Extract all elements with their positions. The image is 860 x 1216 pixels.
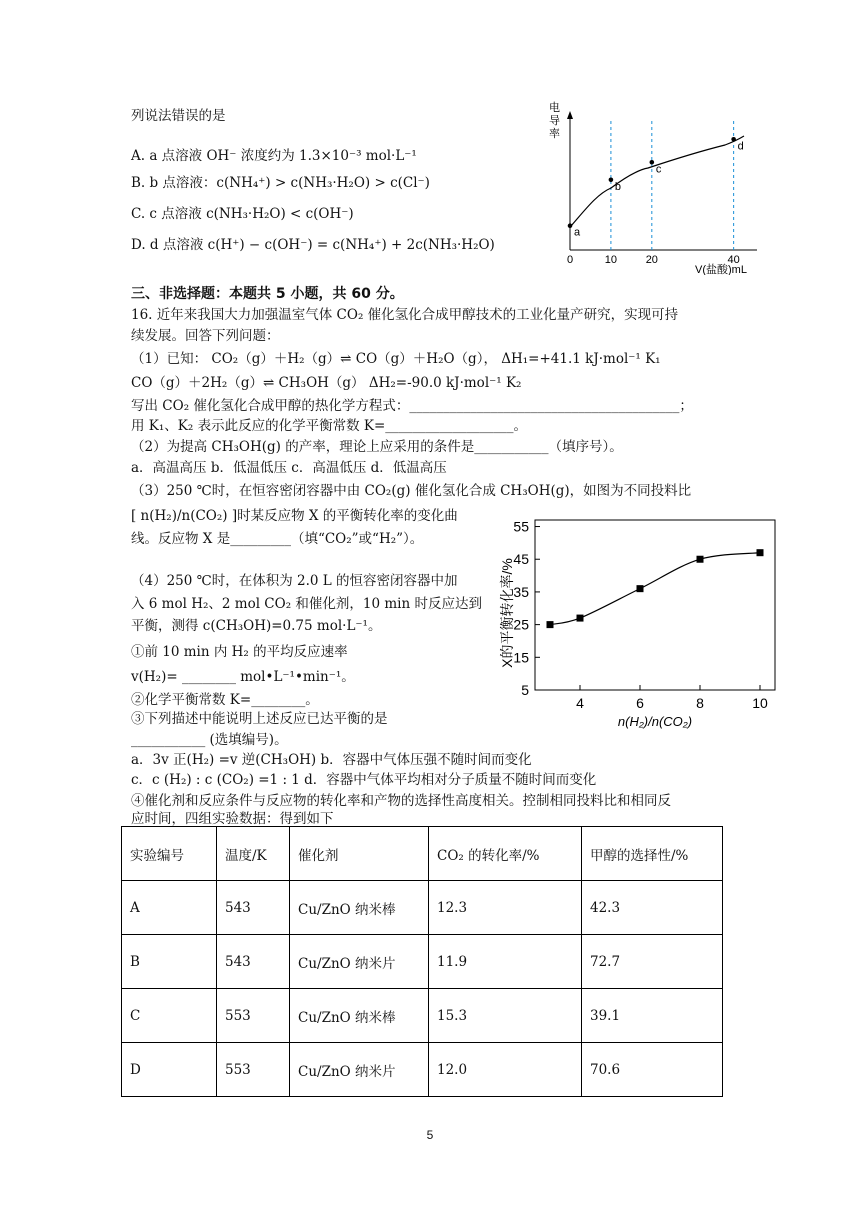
data-point-b <box>609 178 614 183</box>
table-cell: D <box>122 1043 217 1097</box>
q16-p4-line4: ①前 10 min 内 H₂ 的平均反应速率 <box>131 644 348 660</box>
x-tick-label: 4 <box>576 695 584 711</box>
experiment-table <box>121 826 723 1097</box>
conductivity-axes <box>567 111 757 250</box>
q16-p3-line3: 线。反应物 X 是_________（填“CO₂”或“H₂”）。 <box>131 531 424 547</box>
q16-p1-line2: CO（g）＋2H₂（g）⇌ CH₃OH（g） ΔH₂=-90.0 kJ·mol⁻¹ K₂ <box>131 375 522 391</box>
table-cell: 11.9 <box>429 935 582 989</box>
conversion-plot-frame <box>535 520 775 690</box>
option-c: C. c 点溶液 c(NH₃·H₂O) < c(OH⁻) <box>131 206 354 222</box>
table-row <box>122 989 723 1043</box>
y-tick-label: 35 <box>513 583 529 600</box>
q16-stem-1: 16. 近年来我国大力加强温室气体 CO₂ 催化氢化合成甲醇技术的工业化量产研究，实现可持 <box>131 307 679 323</box>
q16-p1-line4: 用 K₁、K₂ 表示此反应的化学平衡常数 K=___________________。 <box>131 418 528 434</box>
q16-p4-line6: ②化学平衡常数 K=________。 <box>131 692 319 708</box>
table-row <box>122 1043 723 1097</box>
table-cell: B <box>122 935 217 989</box>
data-point <box>577 615 584 622</box>
point-label-c: c <box>655 163 662 176</box>
table-cell: A <box>122 881 217 935</box>
y-tick-label: 55 <box>513 518 529 535</box>
point-label-b: b <box>614 180 622 193</box>
table-cell: Cu/ZnO 纳米片 <box>290 935 429 989</box>
table-cell: 42.3 <box>582 881 723 935</box>
x-tick-label: 8 <box>696 695 704 711</box>
table-cell: 72.7 <box>582 935 723 989</box>
x-tick-label: 10 <box>752 695 768 711</box>
intro-text: 列说法错误的是 <box>131 108 226 124</box>
option-b: B. b 点溶液：c(NH₄⁺) > c(NH₃·H₂O) > c(Cl⁻) <box>131 175 430 191</box>
table-row <box>122 881 723 935</box>
q16-stem-2: 续发展。回答下列问题： <box>131 328 280 344</box>
section-title: 三、非选择题：本题共 5 小题，共 60 分。 <box>131 286 404 302</box>
x-tick-label: 6 <box>636 695 644 711</box>
table-cell: C <box>122 989 217 1043</box>
page-number: 5 <box>426 1128 434 1142</box>
table-cell: 39.1 <box>582 989 723 1043</box>
data-point-c <box>650 160 655 165</box>
table-cell: 12.0 <box>429 1043 582 1097</box>
table-cell: 15.3 <box>429 989 582 1043</box>
conductivity-xlabel: V(盐酸)mL <box>695 264 747 275</box>
data-point <box>637 585 644 592</box>
x-tick-label: 0 <box>566 254 574 266</box>
point-label-d: d <box>737 140 744 153</box>
conductivity-chart <box>545 95 760 275</box>
q16-p4-line5: v(H₂)= ________ mol•L⁻¹•min⁻¹。 <box>131 669 355 685</box>
y-tick-label: 45 <box>513 551 529 568</box>
q16-p1-line1: （1）已知： CO₂（g）＋H₂（g）⇌ CO（g）＋H₂O（g）， ΔH₁=+41.1 kJ·mol⁻¹ K₁ <box>131 351 661 367</box>
option-d: D. d 点溶液 c(H⁺) − c(OH⁻) = c(NH₄⁺) + 2c(NH₃·H₂O) <box>131 237 495 253</box>
data-point-d <box>731 137 736 142</box>
q16-p4-line8: ___________ (选填编号)。 <box>131 732 288 748</box>
q16-p4-line12: 应时间，四组实验数据：得到如下 <box>131 811 334 827</box>
conversion-curve <box>550 553 760 625</box>
x-tick-label: 10 <box>604 254 618 266</box>
data-point <box>757 549 764 556</box>
table-cell: 12.3 <box>429 881 582 935</box>
option-a: A. a 点溶液 OH⁻ 浓度约为 1.3×10⁻³ mol·L⁻¹ <box>131 148 417 164</box>
data-point <box>547 621 554 628</box>
q16-p2-line1: （2）为提高 CH₃OH(g) 的产率，理论上应采用的条件是___________（填序号）。 <box>131 439 623 455</box>
x-tick-label: 40 <box>727 254 740 266</box>
y-tick-label: 5 <box>521 682 529 698</box>
conductivity-curve <box>571 136 744 226</box>
table-cell: 543 <box>217 935 290 989</box>
q16-p4-line11: ④催化剂和反应条件与反应物的转化率和产物的选择性高度相关。控制相同投料比和相同反 <box>131 793 671 809</box>
table-cell: Cu/ZnO 纳米棒 <box>290 881 429 935</box>
table-cell: 70.6 <box>582 1043 723 1097</box>
data-point-a <box>568 223 573 228</box>
table-cell: Cu/ZnO 纳米片 <box>290 1043 429 1097</box>
q16-p3-line1: （3）250 ℃时，在恒容密闭容器中由 CO₂(g) 催化氢化合成 CH₃OH(g)，如图为不同投料比 <box>131 483 692 499</box>
header-exp-id: 实验编号 <box>122 827 217 881</box>
header-methanol-selectivity: 甲醇的选择性/% <box>582 827 723 881</box>
table-cell: 553 <box>217 1043 290 1097</box>
q16-p4-line9: a．3v 正(H₂) =v 逆(CH₃OH) b．容器中气体压强不随时间而变化 <box>131 752 532 768</box>
conversion-ylabel: X的平衡转化率/% <box>499 558 515 668</box>
header-temperature: 温度/K <box>217 827 290 881</box>
point-label-a: a <box>574 226 581 239</box>
conversion-xlabel: n(H₂)/n(CO₂) <box>617 714 693 729</box>
conductivity-ylabel-3: 率 <box>549 128 560 140</box>
table-row <box>122 935 723 989</box>
table-header-row <box>122 827 723 881</box>
q16-p4-line3: 平衡，测得 c(CH₃OH)=0.75 mol·L⁻¹。 <box>131 618 382 634</box>
q16-p4-line7: ③下列描述中能说明上述反应已达平衡的是 <box>131 711 388 727</box>
q16-p2-options: a．高温高压 b．低温低压 c．高温低压 d．低温高压 <box>131 460 447 476</box>
x-tick-label: 20 <box>645 254 658 266</box>
q16-p3-line2: [ n(H₂)/n(CO₂) ]时某反应物 X 的平衡转化率的变化曲 <box>131 508 458 524</box>
conductivity-ylabel-2: 导 <box>549 115 560 127</box>
q16-p4-line1: （4）250 ℃时，在体积为 2.0 L 的恒容密闭容器中加 <box>131 573 458 589</box>
q16-p1-line3: 写出 CO₂ 催化氢化合成甲醇的热化学方程式：________________________________________； <box>131 398 693 414</box>
data-point <box>697 556 704 563</box>
header-catalyst: 催化剂 <box>290 827 429 881</box>
y-tick-label: 25 <box>513 616 529 633</box>
conversion-chart <box>485 515 790 735</box>
table-cell: 553 <box>217 989 290 1043</box>
y-tick-label: 15 <box>513 649 529 666</box>
q16-p4-line2: 入 6 mol H₂、2 mol CO₂ 和催化剂，10 min 时反应达到 <box>131 596 482 612</box>
table-cell: Cu/ZnO 纳米棒 <box>290 989 429 1043</box>
header-co2-conversion: CO₂ 的转化率/% <box>429 827 582 881</box>
conductivity-ylabel-1: 电 <box>549 102 560 114</box>
table-cell: 543 <box>217 881 290 935</box>
q16-p4-line10: c．c (H₂) : c (CO₂) =1 : 1 d．容器中气体平均相对分子质量不随时间而变化 <box>131 772 597 788</box>
